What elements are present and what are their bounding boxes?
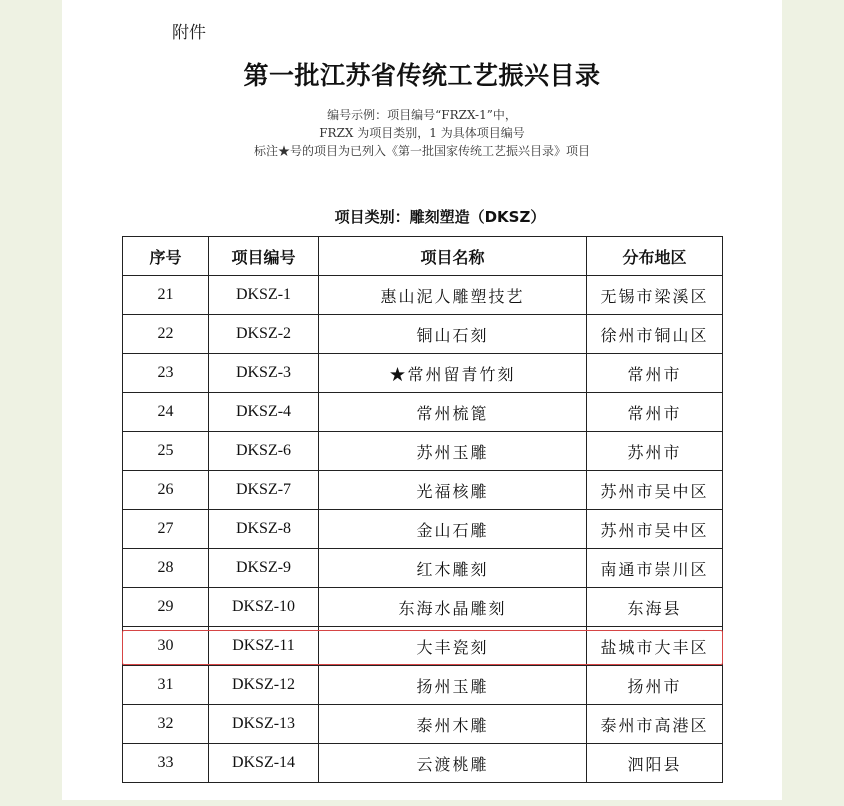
table-row [123,744,723,783]
document-page [62,0,782,800]
cell-region: 盐城市大丰区 [587,627,723,666]
cell-project-name: ★常州留青竹刻 [319,354,587,393]
table-row [123,549,723,588]
table-row [123,393,723,432]
cell-project-code: DKSZ-10 [209,588,319,627]
cell-project-name: 惠山泥人雕塑技艺 [319,276,587,315]
cell-serial: 33 [123,744,209,783]
cell-region: 常州市 [587,354,723,393]
cell-region: 常州市 [587,393,723,432]
cell-region: 苏州市吴中区 [587,510,723,549]
cell-project-code: DKSZ-6 [209,432,319,471]
cell-project-code: DKSZ-8 [209,510,319,549]
document-title: 第一批江苏省传统工艺振兴目录 [243,61,601,90]
cell-serial: 30 [123,627,209,666]
cell-project-code: DKSZ-9 [209,549,319,588]
table-body [123,276,723,783]
cell-serial: 26 [123,471,209,510]
cell-project-code: DKSZ-13 [209,705,319,744]
cell-region: 苏州市吴中区 [587,471,723,510]
cell-project-name: 云渡桃雕 [319,744,587,783]
table-row [123,588,723,627]
table-row [123,354,723,393]
cell-serial: 27 [123,510,209,549]
table-row [123,510,723,549]
cell-region: 泰州市高港区 [587,705,723,744]
cell-project-name: 东海水晶雕刻 [319,588,587,627]
header-project-code: 项目编号 [209,237,319,276]
table-row [123,432,723,471]
cell-project-name: 泰州木雕 [319,705,587,744]
cell-region: 泗阳县 [587,744,723,783]
header-serial: 序号 [123,237,209,276]
cell-region: 无锡市梁溪区 [587,276,723,315]
cell-region: 扬州市 [587,666,723,705]
table-row [123,276,723,315]
project-table [122,236,723,783]
table-row [123,705,723,744]
cell-project-code: DKSZ-2 [209,315,319,354]
note-line-3: 标注★号的项目为已列入《第一批国家传统工艺振兴目录》项目 [253,144,590,158]
cell-project-code: DKSZ-1 [209,276,319,315]
cell-project-name: 铜山石刻 [319,315,587,354]
cell-project-name: 光福核雕 [319,471,587,510]
cell-project-code: DKSZ-11 [209,627,319,666]
cell-project-name: 扬州玉雕 [319,666,587,705]
cell-project-code: DKSZ-4 [209,393,319,432]
cell-region: 南通市崇川区 [587,549,723,588]
cell-region: 苏州市 [587,432,723,471]
cell-region: 东海县 [587,588,723,627]
attachment-label: 附件 [172,23,206,43]
table-row [123,471,723,510]
cell-project-code: DKSZ-7 [209,471,319,510]
cell-serial: 28 [123,549,209,588]
cell-project-code: DKSZ-14 [209,744,319,783]
cell-serial: 23 [123,354,209,393]
cell-region: 徐州市铜山区 [587,315,723,354]
cell-serial: 25 [123,432,209,471]
table-row [123,315,723,354]
note-line-2: FRZX 为项目类别，1 为具体项目编号 [319,126,525,140]
cell-project-name: 金山石雕 [319,510,587,549]
cell-serial: 22 [123,315,209,354]
cell-serial: 29 [123,588,209,627]
cell-project-name: 常州梳篦 [319,393,587,432]
cell-project-name: 苏州玉雕 [319,432,587,471]
header-region: 分布地区 [587,237,723,276]
note-line-1: 编号示例：项目编号“FRZX-1”中， [327,108,517,122]
table-header-row [123,237,723,276]
cell-project-name: 红木雕刻 [319,549,587,588]
table-row [123,627,723,666]
cell-project-name: 大丰瓷刻 [319,627,587,666]
table-row [123,666,723,705]
cell-serial: 21 [123,276,209,315]
category-heading: 项目类别：雕刻塑造（DKSZ） [334,208,546,226]
cell-project-code: DKSZ-12 [209,666,319,705]
cell-project-code: DKSZ-3 [209,354,319,393]
cell-serial: 32 [123,705,209,744]
cell-serial: 24 [123,393,209,432]
header-project-name: 项目名称 [319,237,587,276]
cell-serial: 31 [123,666,209,705]
